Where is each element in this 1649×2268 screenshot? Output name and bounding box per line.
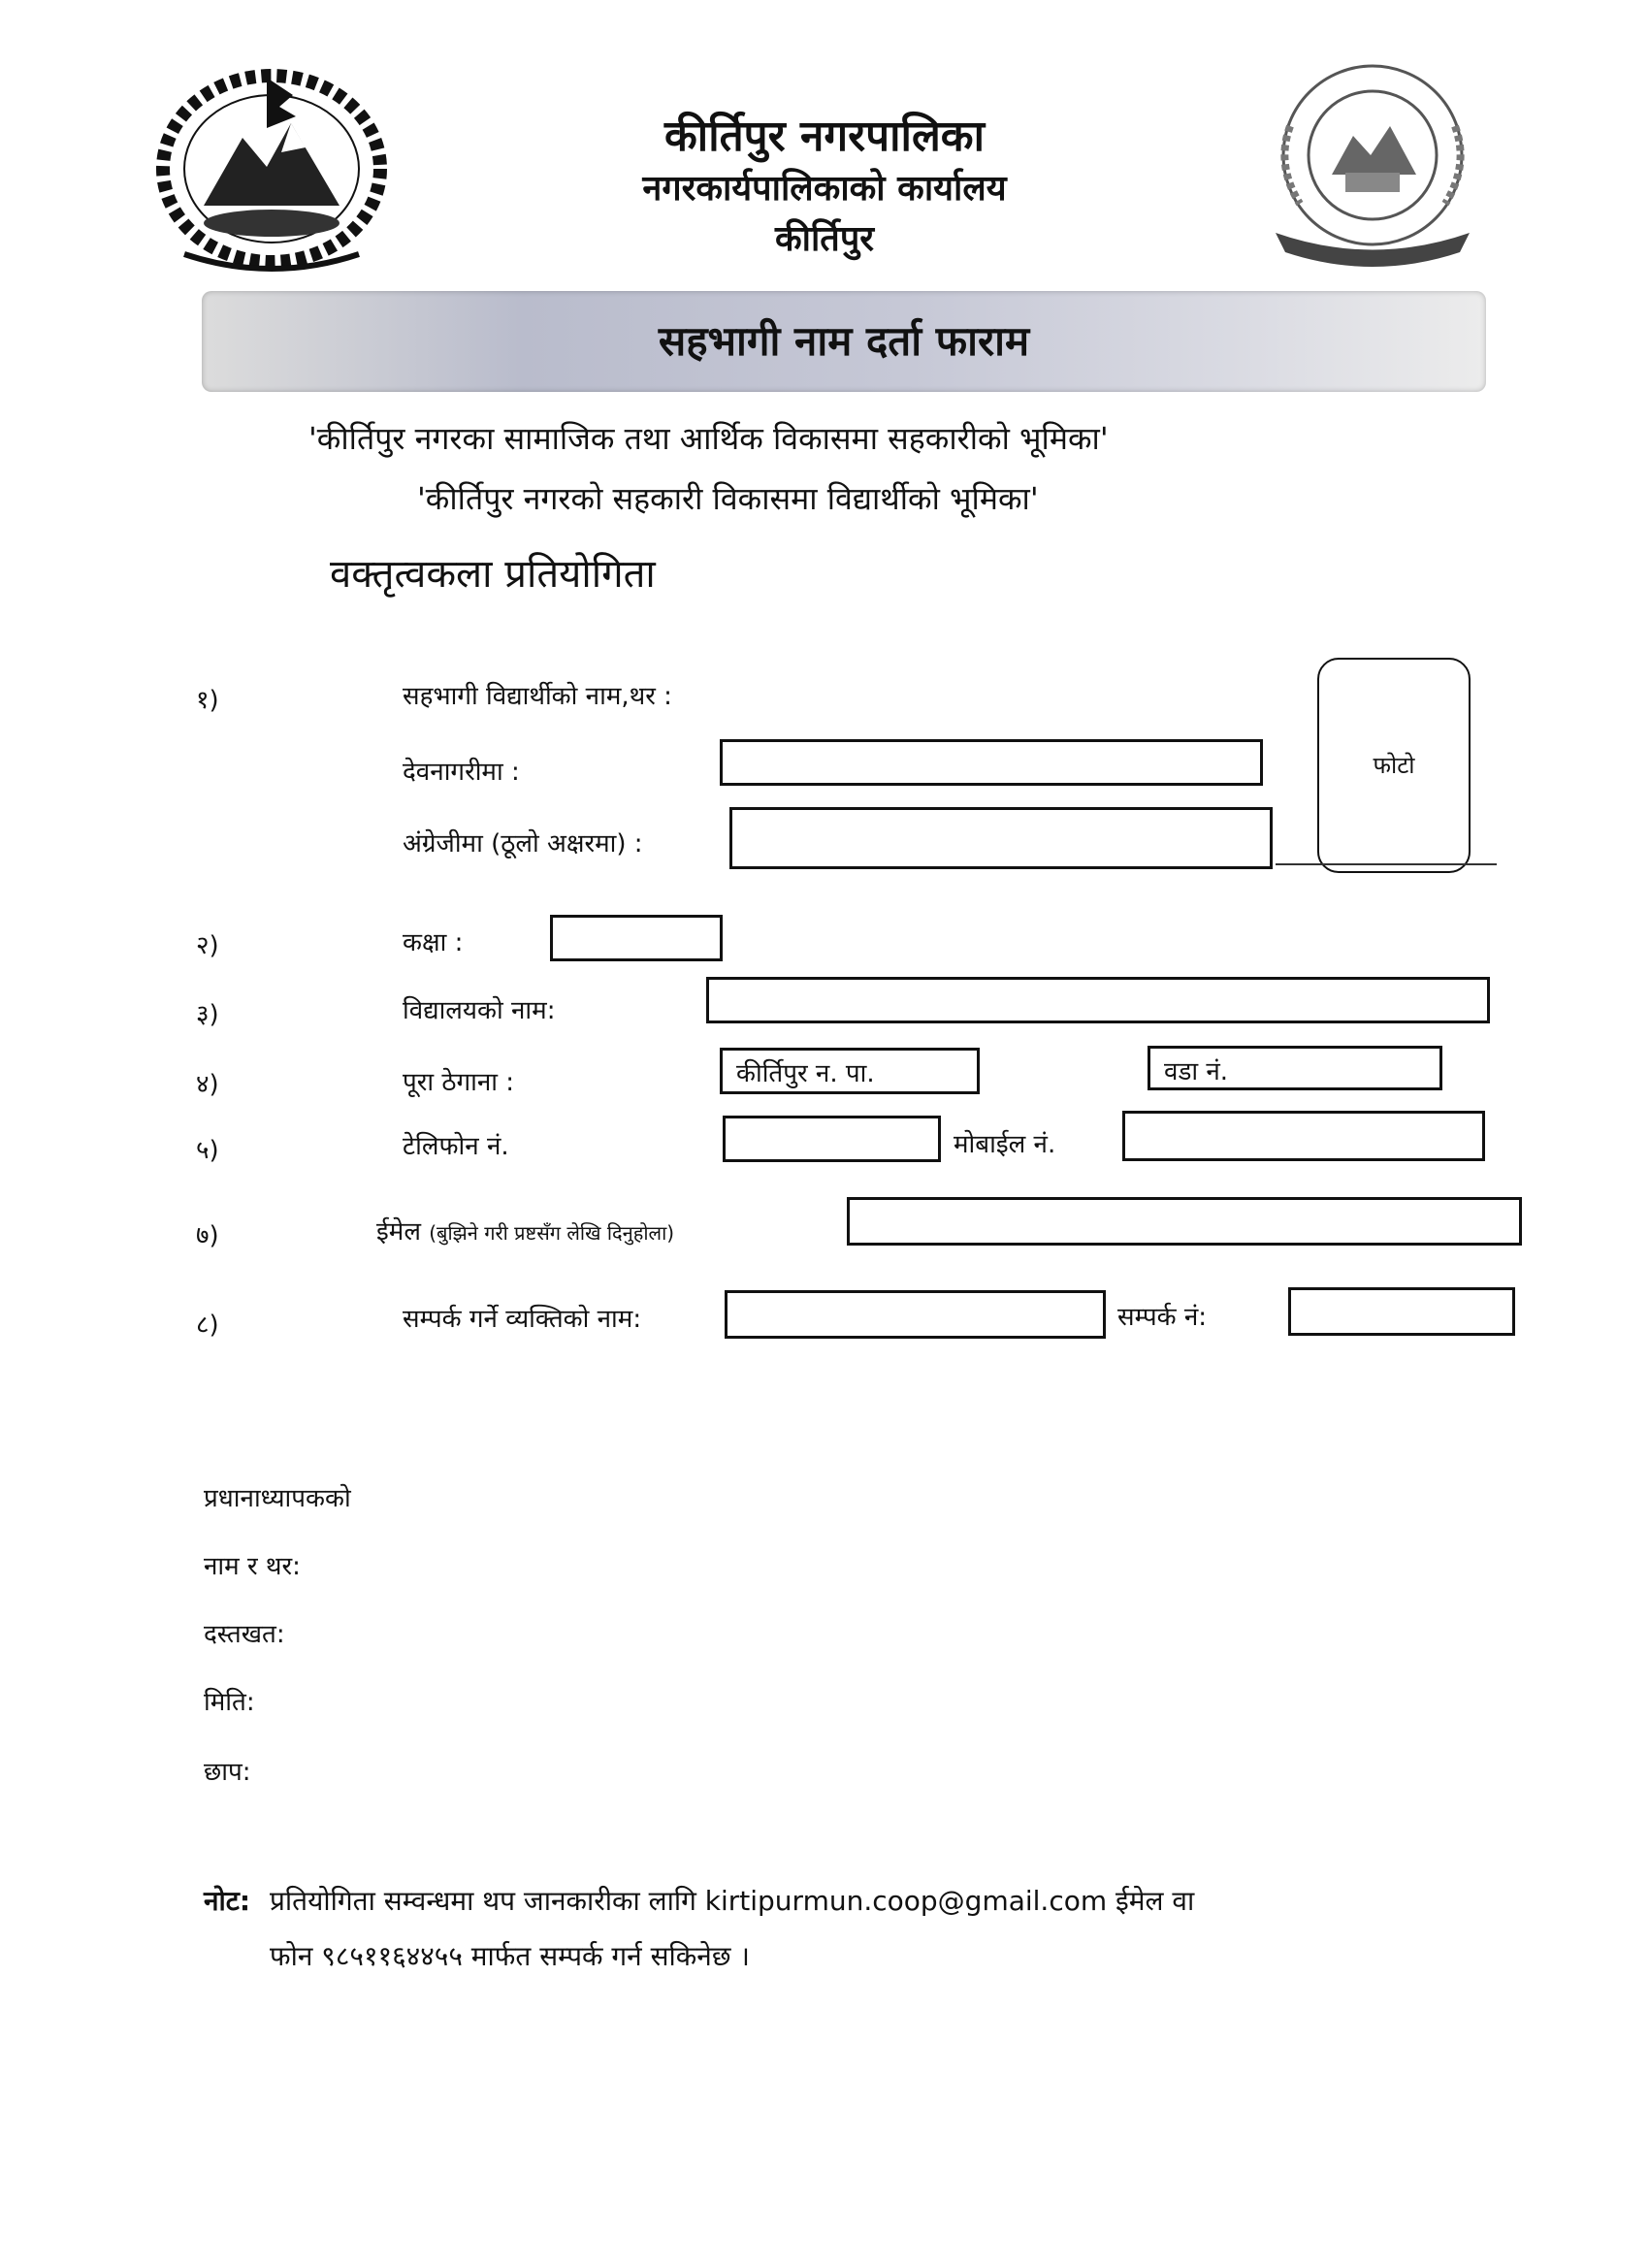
- contact-person-label: सम्पर्क गर्ने व्यक्तिको नाम:: [403, 1305, 642, 1334]
- principal-heading: प्रधानाध्यापकको: [204, 1484, 351, 1513]
- form-title-banner: [202, 291, 1486, 392]
- email-input[interactable]: [847, 1197, 1522, 1246]
- note-line-2: फोन ९८५११६४४५५ मार्फत सम्पर्क गर्न सकिनेछ ।: [270, 1940, 750, 1972]
- stamp-label: छाप:: [204, 1758, 251, 1787]
- header-place: कीर्तिपुर: [775, 219, 874, 259]
- header-office-name: नगरकार्यपालिकाको कार्यालय: [642, 169, 1007, 209]
- item-number: ५): [196, 1136, 219, 1165]
- email-hint: (बुझिने गरी प्रष्टसँग लेखि दिनुहोला): [429, 1221, 675, 1245]
- topic-line-2: 'कीर्तिपुर नगरको सहकारी विकासमा विद्यार्थीको भूमिका': [417, 480, 1039, 517]
- full-address-label: पूरा ठेगाना :: [403, 1068, 515, 1097]
- topic-line-1: 'कीर्तिपुर नगरका सामाजिक तथा आर्थिक विकासमा सहकारीको भूमिका': [308, 420, 1109, 457]
- school-name-label: विद्यालयको नाम:: [403, 996, 556, 1025]
- municipality-field[interactable]: कीर्तिपुर न. पा.: [720, 1048, 980, 1094]
- competition-title: वक्तृत्वकला प्रतियोगिता: [330, 552, 656, 597]
- email-label-text: ईमेल: [376, 1217, 421, 1247]
- class-label: कक्षा :: [403, 928, 464, 957]
- ward-number-field[interactable]: वडा नं.: [1148, 1046, 1442, 1090]
- note-label: नोट:: [204, 1885, 251, 1917]
- photo-box[interactable]: [1317, 658, 1471, 873]
- item-number: २): [196, 931, 219, 960]
- photo-label: फोटो: [1373, 752, 1415, 779]
- item-number: १): [196, 686, 219, 715]
- school-name-input[interactable]: [706, 977, 1490, 1023]
- item-number: ३): [196, 1000, 219, 1029]
- mobile-input[interactable]: [1122, 1111, 1485, 1161]
- english-name-input[interactable]: [729, 807, 1273, 869]
- form-title: सहभागी नाम दर्ता फाराम: [658, 317, 1030, 365]
- devanagari-name-input[interactable]: [720, 739, 1263, 786]
- principal-name-label: नाम र थर:: [204, 1552, 301, 1581]
- signature-label: दस्तखत:: [204, 1620, 285, 1649]
- photo-underline: [1276, 863, 1497, 865]
- header-municipality-name: कीर्तिपुर नगरपालिका: [664, 112, 985, 161]
- participant-name-label: सहभागी विद्यार्थीको नाम,थर :: [403, 682, 672, 711]
- mobile-label: मोबाईल नं.: [954, 1130, 1056, 1159]
- telephone-input[interactable]: [723, 1116, 941, 1162]
- email-label: [376, 1213, 674, 1247]
- date-label: मिति:: [204, 1688, 255, 1717]
- contact-number-input[interactable]: [1288, 1287, 1515, 1336]
- contact-person-input[interactable]: [725, 1290, 1106, 1339]
- class-input[interactable]: [550, 915, 723, 961]
- item-number: ७): [196, 1221, 219, 1250]
- english-label: अंग्रेजीमा (ठूलो अक्षरमा) :: [403, 829, 643, 859]
- contact-number-label: सम्पर्क नं:: [1117, 1303, 1208, 1332]
- item-number: ४): [196, 1070, 219, 1099]
- item-number: ८): [196, 1311, 219, 1340]
- telephone-label: टेलिफोन नं.: [403, 1132, 509, 1161]
- note-line-1: प्रतियोगिता सम्वन्धमा थप जानकारीका लागि kirtipurmun.coop@gmail.com ईमेल वा: [270, 1885, 1195, 1917]
- devanagari-label: देवनागरीमा :: [403, 758, 520, 787]
